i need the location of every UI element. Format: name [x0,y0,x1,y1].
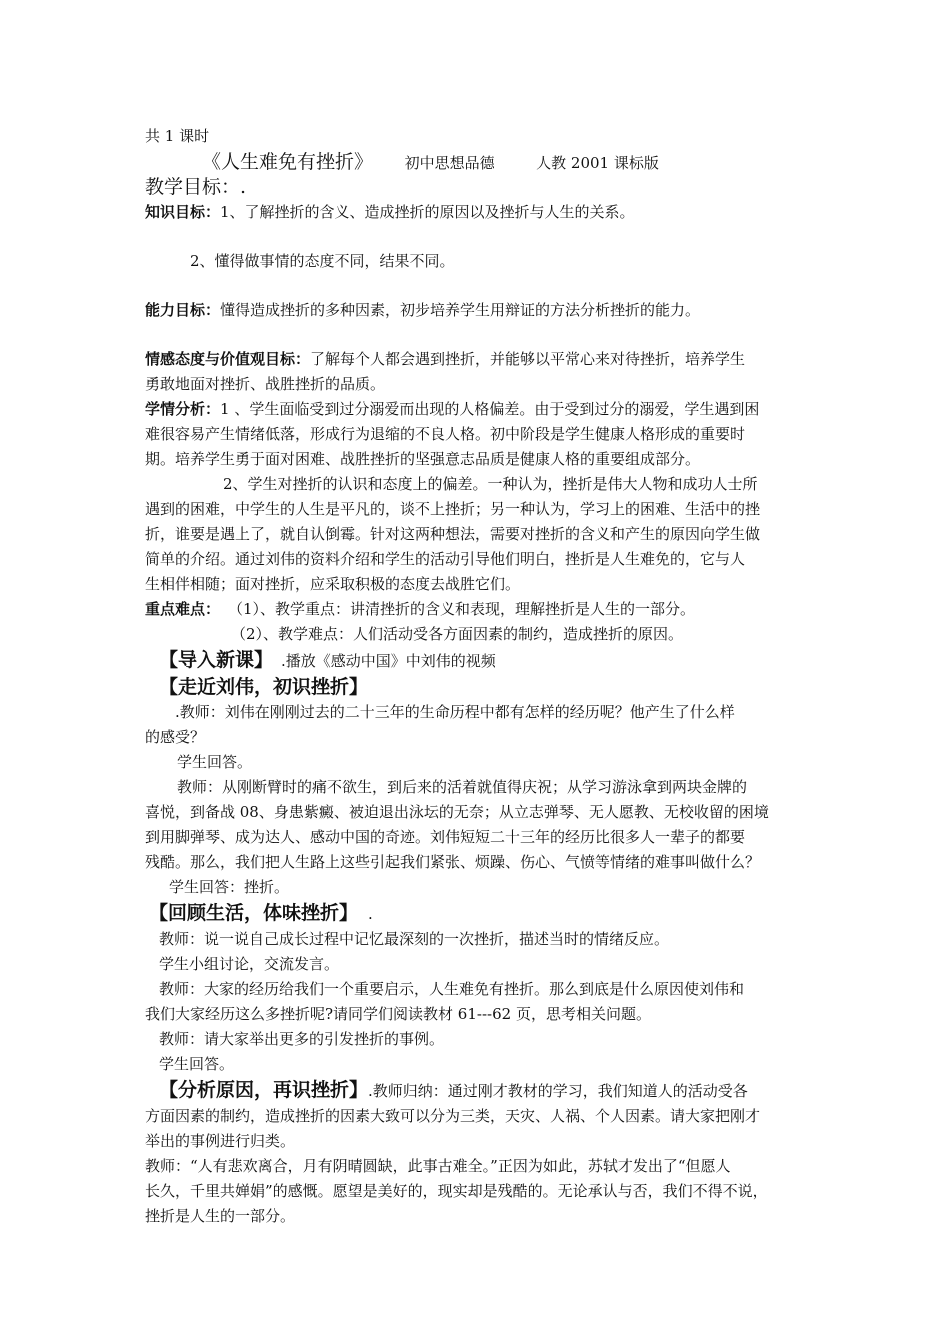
section-3-line: 举出的事例进行归类。 [145,1132,296,1150]
section-2-line: 教师：大家的经历给我们一个重要启示，人生难免有挫折。那么到底是什么原因使刘伟和 [159,980,745,998]
analysis-p2-line: 遇到的困难，中学生的人生是平凡的，谈不上挫折；另一种认为，学习上的困难、生活中的挫 [145,500,761,518]
section-2-line: 教师：说一说自己成长过程中记忆最深刻的一次挫折，描述当时的情绪反应。 [159,930,670,948]
key-point-1: （1）、教学重点：讲清挫折的含义和表现，理解挫折是人生的一部分。 [228,600,696,618]
knowledge-label: 知识目标： [145,203,221,221]
section-2-line: 我们大家经历这么多挫折呢?请同学们阅读教材 61---62 页，思考相关问题。 [145,1005,651,1023]
analysis-p2-line: 折，谁要是遇上了，就自认倒霉。针对这两种想法，需要对挫折的含义和产生的原因向学生做 [145,525,761,543]
analysis-p1-line: 期。培养学生勇于面对困难、战胜挫折的坚强意志品质是健康人格的重要组成部分。 [145,450,701,468]
section-1-heading: 【走近刘伟，初识挫折】 [159,676,369,698]
ability-label: 能力目标： [145,301,221,319]
section-2-heading: 【回顾生活，体味挫折】 [149,902,359,924]
section-1-answer: 学生回答。 [177,753,253,771]
analysis-p1-line: 1 、学生面临受到过分溺爱而出现的人格偏差。由于受到过分的溺爱，学生遇到困 [220,400,760,418]
section-1-teacher-line: 残酷。那么，我们把人生路上这些引起我们紧张、烦躁、伤心、气愤等情绪的难事叫做什么？ [145,853,761,871]
goals-heading: 教学目标：. [145,176,247,198]
key-point-2: （2）、教学难点：人们活动受各方面因素的制约，造成挫折的原因。 [231,625,684,643]
section-2-heading-suffix: . [368,905,373,923]
intro-heading: 【导入新课】 [159,649,274,671]
section-3-text: .教师归纳：通过刚才教材的学习，我们知道人的活动受各 [368,1082,748,1100]
analysis-p2-line: 简单的介绍。通过刘伟的资料介绍和学生的活动引导他们明白，挫折是人生难免的，它与人 [145,550,746,568]
emotion-goal-line-2: 勇敢地面对挫折、战胜挫折的品质。 [145,375,386,393]
title-row [202,149,810,176]
analysis-label: 学情分析： [145,400,221,418]
edition-label: 人教 2001 课标版 [536,154,659,172]
ability-goal: 懂得造成挫折的多种因素，初步培养学生用辩证的方法分析挫折的能力。 [220,301,701,319]
section-1-question-line: .教师：刘伟在刚刚过去的二十三年的生命历程中都有怎样的经历呢？他产生了什么样 [175,703,735,721]
analysis-p2-line: 2、学生对挫折的认识和态度上的偏差。一种认为，挫折是伟大人物和成功人士所 [223,475,758,493]
analysis-p2-line: 生相伴相随；面对挫折，应采取积极的态度去战胜它们。 [145,575,521,593]
subject-label: 初中思想品德 [404,154,495,172]
document-title: 《人生难免有挫折》 [202,151,374,173]
document-body [145,124,810,1229]
section-1-teacher-line: 喜悦，到备战 08、身患紫癜、被迫退出泳坛的无奈；从立志弹琴、无人愿教、无校收留的困境 [145,803,769,821]
section-2-line: 教师：请大家举出更多的引发挫折的事例。 [159,1030,445,1048]
section-1-question-line: 的感受？ [145,728,206,746]
section-3-quote-line: 挫折是人生的一部分。 [145,1207,296,1225]
section-2-line: 学生回答。 [159,1055,235,1073]
section-3-quote-line: 教师：“人有悲欢离合，月有阴晴圆缺，此事古难全。”正因为如此，苏轼才发出了“但愿人 [145,1157,731,1175]
analysis-p1-line: 难很容易产生情绪低落，形成行为退缩的不良人格。初中阶段是学生健康人格形成的重要时 [145,425,746,443]
section-3-quote-line: 长久，千里共婵娟”的感慨。愿望是美好的，现实却是残酷的。无论承认与否，我们不得不说， [145,1182,768,1200]
section-3-line: 方面因素的制约，造成挫折的因素大致可以分为三类，天灾、人祸、个人因素。请大家把刚才 [145,1107,761,1125]
knowledge-goal-1: 1、了解挫折的含义、造成挫折的原因以及挫折与人生的关系。 [220,203,635,221]
intro-text: .播放《感动中国》中刘伟的视频 [281,652,496,670]
emotion-label: 情感态度与价值观目标： [145,350,311,368]
key-points-label: 重点难点： [145,600,221,618]
knowledge-goal-2: 2、懂得做事情的态度不同，结果不同。 [190,252,455,270]
section-3-heading: 【分析原因，再识挫折】 [159,1079,369,1101]
section-2-line: 学生小组讨论，交流发言。 [159,955,340,973]
section-1-teacher-line: 到用脚弹琴、成为达人、感动中国的奇迹。刘伟短短二十三年的经历比很多人一辈子的都要 [145,828,746,846]
lesson-count: 共 1 课时 [145,127,210,145]
section-1-answer-2: 学生回答：挫折。 [169,878,290,896]
section-1-teacher-line: 教师：从刚断臂时的痛不欲生，到后来的活着就值得庆祝；从学习游泳拿到两块金牌的 [177,778,748,796]
emotion-goal-line-1: 了解每个人都会遇到挫折，并能够以平常心来对待挫折，培养学生 [310,350,746,368]
